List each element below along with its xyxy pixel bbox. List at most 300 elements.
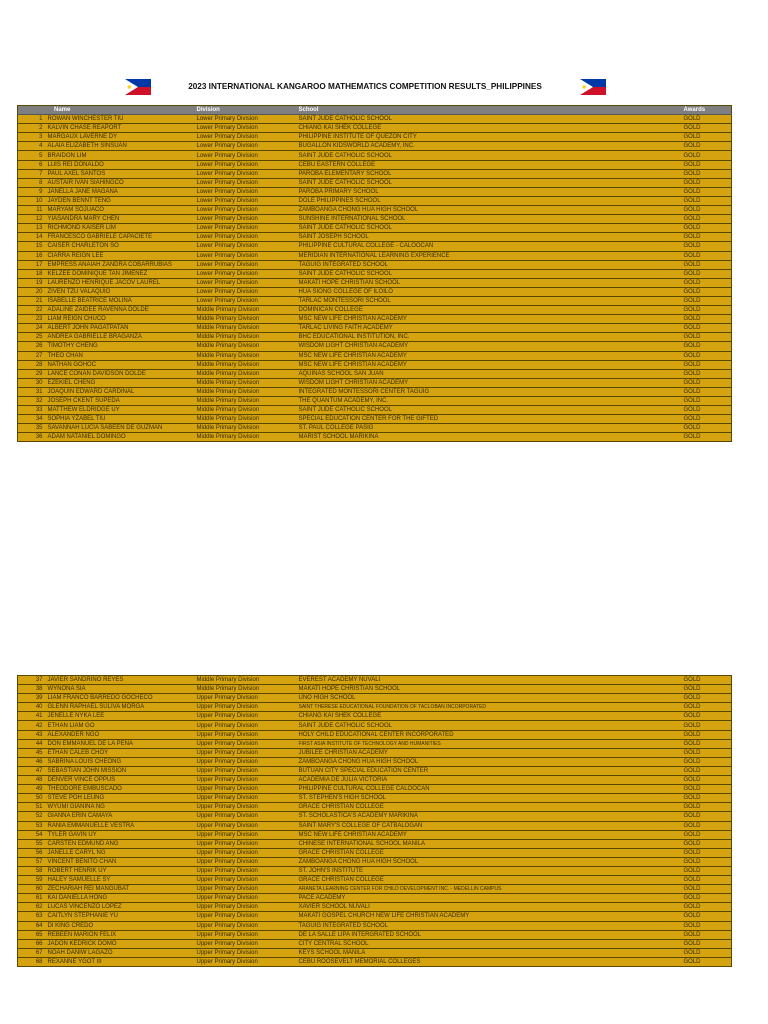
award-cell: GOLD <box>682 233 732 242</box>
school-cell: FIRST ASIA INSTITUTE OF TECHNOLOGY AND HUMANITIES <box>297 739 682 748</box>
award-cell: GOLD <box>682 930 732 939</box>
rank-cell: 66 <box>18 939 46 948</box>
title-row <box>0 79 768 95</box>
school-cell: ZAMBOANGA CHONG HUA HIGH SCHOOL <box>297 206 682 215</box>
division-cell: Middle Primary Division <box>195 324 297 333</box>
division-cell: Upper Primary Division <box>195 757 297 766</box>
school-cell: SAINT JUDE CATHOLIC SCHOOL <box>297 115 682 124</box>
division-cell: Upper Primary Division <box>195 921 297 930</box>
division-cell: Middle Primary Division <box>195 351 297 360</box>
division-cell: Middle Primary Division <box>195 342 297 351</box>
table-row <box>18 739 732 748</box>
name-cell: JAVIER SANDRINO REYES <box>46 676 195 685</box>
table-row <box>18 939 732 948</box>
table-row <box>18 206 732 215</box>
rank-cell: 68 <box>18 957 46 966</box>
school-cell: SAINT JOSEPH SCHOOL <box>297 233 682 242</box>
name-cell: CARSTEN EDMUND ANG <box>46 839 195 848</box>
award-cell: GOLD <box>682 415 732 424</box>
name-cell: ALBERT JOHN PAGATPATAN <box>46 324 195 333</box>
rank-cell: 45 <box>18 748 46 757</box>
header-awards: Awards <box>682 106 732 115</box>
table-row <box>18 124 732 133</box>
award-cell: GOLD <box>682 269 732 278</box>
rank-cell: 12 <box>18 215 46 224</box>
award-cell: GOLD <box>682 921 732 930</box>
rank-cell: 10 <box>18 196 46 205</box>
award-cell: GOLD <box>682 215 732 224</box>
philippine-flag-icon <box>125 79 151 95</box>
name-cell: MATTHEW ELDRIDGE UY <box>46 406 195 415</box>
school-cell: DOLE PHILIPPINES SCHOOL <box>297 196 682 205</box>
school-cell: MSC NEW LIFE CHRISTIAN ACADEMY <box>297 830 682 839</box>
school-cell: MAKATI GOSPEL CHURCH NEW LIFE CHRISTIAN ACADEMY <box>297 912 682 921</box>
name-cell: WYNONA SIA <box>46 685 195 694</box>
name-cell: CAITLYN STEPHANIE YU <box>46 912 195 921</box>
name-cell: REBEEN MARION FELIX <box>46 930 195 939</box>
name-cell: DENVER VINCE OPPUS <box>46 776 195 785</box>
award-cell: GOLD <box>682 424 732 433</box>
name-cell: VINCENT BENITO CHAN <box>46 857 195 866</box>
rank-cell: 34 <box>18 415 46 424</box>
award-cell: GOLD <box>682 948 732 957</box>
division-cell: Middle Primary Division <box>195 369 297 378</box>
award-cell: GOLD <box>682 287 732 296</box>
rank-cell: 47 <box>18 766 46 775</box>
division-cell: Upper Primary Division <box>195 957 297 966</box>
table-row <box>18 930 732 939</box>
school-cell: ZAMBOANGA CHONG HUA HIGH SCHOOL <box>297 857 682 866</box>
school-cell: PHILIPPINE CULTURAL COLLEGE - CALOOCAN <box>297 242 682 251</box>
division-cell: Upper Primary Division <box>195 876 297 885</box>
school-cell: PHILIPPINE CULTURAL COLLEGE CALOOCAN <box>297 785 682 794</box>
name-cell: JOAQUIN EDWARD CARDINAL <box>46 387 195 396</box>
school-cell: WISDOM LIGHT CHRISTIAN ACADEMY <box>297 378 682 387</box>
table-row <box>18 369 732 378</box>
rank-cell: 26 <box>18 342 46 351</box>
award-cell: GOLD <box>682 912 732 921</box>
award-cell: GOLD <box>682 178 732 187</box>
table-row <box>18 233 732 242</box>
school-cell: HOLY CHILD EDUCATIONAL CENTER INCORPORATED <box>297 730 682 739</box>
rank-cell: 36 <box>18 433 46 442</box>
name-cell: DI KING CREDO <box>46 921 195 930</box>
school-cell: MSC NEW LIFE CHRISTIAN ACADEMY <box>297 360 682 369</box>
name-cell: SAVANNAH LUCIA SABEEN DE GUZMAN <box>46 424 195 433</box>
name-cell: EZEKIEL CHENG <box>46 378 195 387</box>
name-cell: ROWAN WINCHESTER TIU <box>46 115 195 124</box>
rank-cell: 4 <box>18 142 46 151</box>
name-cell: LUCAS VINCENZO LOPEZ <box>46 903 195 912</box>
name-cell: ALEXANDER NGO <box>46 730 195 739</box>
division-cell: Lower Primary Division <box>195 115 297 124</box>
name-cell: MARGAUX LAVERNE DY <box>46 133 195 142</box>
header-school: School <box>297 106 682 115</box>
school-cell: SAINT JUDE CATHOLIC SCHOOL <box>297 224 682 233</box>
division-cell: Upper Primary Division <box>195 894 297 903</box>
table-row <box>18 757 732 766</box>
table-row <box>18 287 732 296</box>
rank-cell: 63 <box>18 912 46 921</box>
table-row <box>18 296 732 305</box>
name-cell: THEODORE EMBUSCADO <box>46 785 195 794</box>
table-row <box>18 306 732 315</box>
school-cell: PAROBA PRIMARY SCHOOL <box>297 187 682 196</box>
award-cell: GOLD <box>682 251 732 260</box>
name-cell: EMPRESS ANAIAH ZANDRA COBARRUBIAS <box>46 260 195 269</box>
division-cell: Upper Primary Division <box>195 694 297 703</box>
name-cell: CAISER CHARLETON SO <box>46 242 195 251</box>
table-row <box>18 360 732 369</box>
rank-cell: 19 <box>18 278 46 287</box>
award-cell: GOLD <box>682 957 732 966</box>
award-cell: GOLD <box>682 397 732 406</box>
page-title: 2023 INTERNATIONAL KANGAROO MATHEMATICS COMPETITION RESULTS_PHILIPPINES <box>188 82 542 91</box>
rank-cell: 16 <box>18 251 46 260</box>
division-cell: Lower Primary Division <box>195 196 297 205</box>
rank-cell: 5 <box>18 151 46 160</box>
rank-cell: 33 <box>18 406 46 415</box>
rank-cell: 51 <box>18 803 46 812</box>
table-row <box>18 196 732 205</box>
name-cell: GLENN RAPHAEL SULIVA MORGA <box>46 703 195 712</box>
school-cell: SAINT JUDE CATHOLIC SCHOOL <box>297 178 682 187</box>
division-cell: Middle Primary Division <box>195 378 297 387</box>
division-cell: Middle Primary Division <box>195 685 297 694</box>
school-cell: ST. STEPHEN'S HIGH SCHOOL <box>297 794 682 803</box>
rank-cell: 24 <box>18 324 46 333</box>
school-cell: SAINT THERESE EDUCATIONAL FOUNDATION OF TACLOBAN INCORPORATED <box>297 703 682 712</box>
division-cell: Upper Primary Division <box>195 848 297 857</box>
division-cell: Lower Primary Division <box>195 269 297 278</box>
award-cell: GOLD <box>682 785 732 794</box>
award-cell: GOLD <box>682 406 732 415</box>
division-cell: Upper Primary Division <box>195 766 297 775</box>
table-row <box>18 957 732 966</box>
table-row <box>18 242 732 251</box>
division-cell: Lower Primary Division <box>195 206 297 215</box>
division-cell: Upper Primary Division <box>195 794 297 803</box>
rank-cell: 22 <box>18 306 46 315</box>
division-cell: Lower Primary Division <box>195 215 297 224</box>
table-row <box>18 912 732 921</box>
rank-cell: 39 <box>18 694 46 703</box>
name-cell: RICHMOND KAISER LIM <box>46 224 195 233</box>
division-cell: Middle Primary Division <box>195 306 297 315</box>
name-cell: HALEY SAMUELLE SY <box>46 876 195 885</box>
award-cell: GOLD <box>682 206 732 215</box>
rank-cell: 50 <box>18 794 46 803</box>
name-cell: ZIVEN TZU VALAQUIO <box>46 287 195 296</box>
table-row <box>18 694 732 703</box>
award-cell: GOLD <box>682 812 732 821</box>
school-cell: ARANETA LEARNING CENTER FOR CHILD DEVELOPMENT INC. - MEDELLIN CAMPUS <box>297 885 682 894</box>
table-row <box>18 151 732 160</box>
table-row <box>18 169 732 178</box>
school-cell: CEBU EASTERN COLLEGE <box>297 160 682 169</box>
division-cell: Upper Primary Division <box>195 821 297 830</box>
school-cell: CHINESE INTERNATIONAL SCHOOL MANILA <box>297 839 682 848</box>
award-cell: GOLD <box>682 776 732 785</box>
name-cell: GIANNA ERIN CAMAYA <box>46 812 195 821</box>
name-cell: LAURENZO HENRIQUE JACOV LAUREL <box>46 278 195 287</box>
division-cell: Middle Primary Division <box>195 333 297 342</box>
division-cell: Upper Primary Division <box>195 803 297 812</box>
rank-cell: 62 <box>18 903 46 912</box>
school-cell: THE QUANTUM ACADEMY, INC. <box>297 397 682 406</box>
award-cell: GOLD <box>682 694 732 703</box>
name-cell: KAI DANIELLA HONG <box>46 894 195 903</box>
award-cell: GOLD <box>682 133 732 142</box>
award-cell: GOLD <box>682 885 732 894</box>
name-cell: BRAIDON LIM <box>46 151 195 160</box>
award-cell: GOLD <box>682 196 732 205</box>
award-cell: GOLD <box>682 142 732 151</box>
award-cell: GOLD <box>682 351 732 360</box>
division-cell: Lower Primary Division <box>195 124 297 133</box>
award-cell: GOLD <box>682 387 732 396</box>
table-row <box>18 160 732 169</box>
award-cell: GOLD <box>682 433 732 442</box>
division-cell: Lower Primary Division <box>195 133 297 142</box>
table-row <box>18 224 732 233</box>
rank-cell: 40 <box>18 703 46 712</box>
rank-cell: 61 <box>18 894 46 903</box>
award-cell: GOLD <box>682 296 732 305</box>
rank-cell: 35 <box>18 424 46 433</box>
school-cell: AQUINAS SCHOOL SAN JUAN <box>297 369 682 378</box>
school-cell: DE LA SALLE LIPA INTERGRATED SCHOOL <box>297 930 682 939</box>
school-cell: GRACE CHRISTIAN COLLEGE <box>297 803 682 812</box>
award-cell: GOLD <box>682 260 732 269</box>
award-cell: GOLD <box>682 839 732 848</box>
school-cell: MSC NEW LIFE CHRISTIAN ACADEMY <box>297 315 682 324</box>
rank-cell: 11 <box>18 206 46 215</box>
school-cell: ST. SCHOLASTICA'S ACADEMY MARIKINA <box>297 812 682 821</box>
rank-cell: 28 <box>18 360 46 369</box>
award-cell: GOLD <box>682 721 732 730</box>
rank-cell: 46 <box>18 757 46 766</box>
table-row <box>18 142 732 151</box>
division-cell: Upper Primary Division <box>195 748 297 757</box>
rank-cell: 59 <box>18 876 46 885</box>
table-row <box>18 803 732 812</box>
table-row <box>18 215 732 224</box>
rank-cell: 42 <box>18 721 46 730</box>
award-cell: GOLD <box>682 857 732 866</box>
table-row <box>18 260 732 269</box>
school-cell: SAINT JUDE CATHOLIC SCHOOL <box>297 406 682 415</box>
school-cell: SAINT JUDE CATHOLIC SCHOOL <box>297 151 682 160</box>
table-row <box>18 776 732 785</box>
division-cell: Lower Primary Division <box>195 278 297 287</box>
table-row <box>18 387 732 396</box>
table-row <box>18 794 732 803</box>
division-cell: Upper Primary Division <box>195 712 297 721</box>
table-row <box>18 876 732 885</box>
table-row <box>18 397 732 406</box>
name-cell: ISABELLE BEATRICE MOLINA <box>46 296 195 305</box>
table-row <box>18 948 732 957</box>
division-cell: Lower Primary Division <box>195 242 297 251</box>
school-cell: TARLAC LIVING FAITH ACADEMY <box>297 324 682 333</box>
school-cell: ACADEMIA DE JULIA VICTORIA <box>297 776 682 785</box>
table-row <box>18 848 732 857</box>
award-cell: GOLD <box>682 830 732 839</box>
rank-cell: 32 <box>18 397 46 406</box>
division-cell: Upper Primary Division <box>195 866 297 875</box>
school-cell: HUA SIONG COLLEGE OF ILOILO <box>297 287 682 296</box>
name-cell: REXANNE YGOT III <box>46 957 195 966</box>
rank-cell: 9 <box>18 187 46 196</box>
name-cell: AUSTAIR IVAN SIAHINGCO <box>46 178 195 187</box>
name-cell: JADON KEDRICK DOMO <box>46 939 195 948</box>
results-table-page-1 <box>17 105 732 442</box>
division-cell: Lower Primary Division <box>195 224 297 233</box>
school-cell: INTEGRATED MONTESSORI CENTER TAGUIG <box>297 387 682 396</box>
division-cell: Lower Primary Division <box>195 160 297 169</box>
school-cell: XAVIER SCHOOL NUVALI <box>297 903 682 912</box>
name-cell: LANCE CONAN DAVIDSON DOLDE <box>46 369 195 378</box>
table-row <box>18 133 732 142</box>
division-cell: Middle Primary Division <box>195 415 297 424</box>
school-cell: GRACE CHRISTIAN COLLEGE <box>297 848 682 857</box>
rank-cell: 8 <box>18 178 46 187</box>
school-cell: BUGALLON KIDSWORLD ACADEMY, INC. <box>297 142 682 151</box>
award-cell: GOLD <box>682 739 732 748</box>
school-cell: BHC EDUCATIONAL INSTITUTION, INC. <box>297 333 682 342</box>
results-table-page-2 <box>17 675 732 967</box>
rank-cell: 53 <box>18 821 46 830</box>
school-cell: SAINT JUDE CATHOLIC SCHOOL <box>297 269 682 278</box>
name-cell: STEVE POH LEUNG <box>46 794 195 803</box>
division-cell: Upper Primary Division <box>195 948 297 957</box>
name-cell: JAYDEN BENNT TENG <box>46 196 195 205</box>
name-cell: TIMOTHY CHENG <box>46 342 195 351</box>
rank-cell: 20 <box>18 287 46 296</box>
table-row <box>18 703 732 712</box>
school-cell: DOMINICAN COLLEGE <box>297 306 682 315</box>
division-cell: Upper Primary Division <box>195 939 297 948</box>
name-cell: JANELLE CARYL NG <box>46 848 195 857</box>
name-cell: MARYAM SOJUACO <box>46 206 195 215</box>
division-cell: Upper Primary Division <box>195 812 297 821</box>
rank-cell: 64 <box>18 921 46 930</box>
table-row <box>18 857 732 866</box>
school-cell: MERIDIAN INTERNATIONAL LEARNING EXPERIENCE <box>297 251 682 260</box>
table-row <box>18 333 732 342</box>
division-cell: Lower Primary Division <box>195 187 297 196</box>
school-cell: UNO HIGH SCHOOL <box>297 694 682 703</box>
school-cell: ST. JOHN'S INSTITUTE <box>297 866 682 875</box>
rank-cell: 25 <box>18 333 46 342</box>
name-cell: ANDREA GABRIELLE BRAGANZA <box>46 333 195 342</box>
award-cell: GOLD <box>682 306 732 315</box>
name-cell: JANELLA JANE MAGANA <box>46 187 195 196</box>
school-cell: WISDOM LIGHT CHRISTIAN ACADEMY <box>297 342 682 351</box>
results-body-page-2 <box>18 676 732 967</box>
award-cell: GOLD <box>682 821 732 830</box>
division-cell: Upper Primary Division <box>195 839 297 848</box>
table-row <box>18 424 732 433</box>
division-cell: Lower Primary Division <box>195 169 297 178</box>
school-cell: PACE ACADEMY <box>297 894 682 903</box>
division-cell: Middle Primary Division <box>195 397 297 406</box>
rank-cell: 43 <box>18 730 46 739</box>
rank-cell: 52 <box>18 812 46 821</box>
table-row <box>18 351 732 360</box>
header-name: Name <box>18 106 195 115</box>
rank-cell: 29 <box>18 369 46 378</box>
award-cell: GOLD <box>682 369 732 378</box>
rank-cell: 18 <box>18 269 46 278</box>
table-row <box>18 406 732 415</box>
award-cell: GOLD <box>682 939 732 948</box>
award-cell: GOLD <box>682 333 732 342</box>
award-cell: GOLD <box>682 730 732 739</box>
rank-cell: 23 <box>18 315 46 324</box>
rank-cell: 1 <box>18 115 46 124</box>
table-row <box>18 894 732 903</box>
table-row <box>18 415 732 424</box>
rank-cell: 67 <box>18 948 46 957</box>
division-cell: Middle Primary Division <box>195 424 297 433</box>
division-cell: Upper Primary Division <box>195 730 297 739</box>
name-cell: WYUMI GIANINA NG <box>46 803 195 812</box>
division-cell: Upper Primary Division <box>195 703 297 712</box>
table-row <box>18 866 732 875</box>
name-cell: ZECHARIAH REI MANGUBAT <box>46 885 195 894</box>
award-cell: GOLD <box>682 866 732 875</box>
table-row <box>18 433 732 442</box>
rank-cell: 15 <box>18 242 46 251</box>
rank-cell: 48 <box>18 776 46 785</box>
header-division: Division <box>195 106 297 115</box>
rank-cell: 21 <box>18 296 46 305</box>
award-cell: GOLD <box>682 794 732 803</box>
table-row <box>18 785 732 794</box>
award-cell: GOLD <box>682 903 732 912</box>
rank-cell: 58 <box>18 866 46 875</box>
name-cell: NOAH DANIW LAGAZO <box>46 948 195 957</box>
table-row <box>18 278 732 287</box>
school-cell: TARLAC MONTESSORI SCHOOL <box>297 296 682 305</box>
award-cell: GOLD <box>682 685 732 694</box>
division-cell: Upper Primary Division <box>195 857 297 866</box>
division-cell: Lower Primary Division <box>195 233 297 242</box>
name-cell: RANIA EMMANUELLE VESTRA <box>46 821 195 830</box>
rank-cell: 30 <box>18 378 46 387</box>
name-cell: ADALINE ZAIDEE RAVENNA DOLDE <box>46 306 195 315</box>
table-header-row <box>18 106 732 115</box>
rank-cell: 31 <box>18 387 46 396</box>
school-cell: EVEREST ACADEMY NUVALI <box>297 676 682 685</box>
school-cell: SAINT MARY'S COLLEGE OF CATBALOGAN <box>297 821 682 830</box>
table-row <box>18 730 732 739</box>
name-cell: KALVIN CHASE REAPORT <box>46 124 195 133</box>
division-cell: Upper Primary Division <box>195 776 297 785</box>
table-row <box>18 115 732 124</box>
division-cell: Lower Primary Division <box>195 251 297 260</box>
award-cell: GOLD <box>682 169 732 178</box>
award-cell: GOLD <box>682 160 732 169</box>
table-row <box>18 903 732 912</box>
school-cell: ST. PAUL COLLEGE PASIG <box>297 424 682 433</box>
award-cell: GOLD <box>682 360 732 369</box>
name-cell: LUIS REI DONALDO <box>46 160 195 169</box>
award-cell: GOLD <box>682 315 732 324</box>
school-cell: KEYS SCHOOL MANILA <box>297 948 682 957</box>
